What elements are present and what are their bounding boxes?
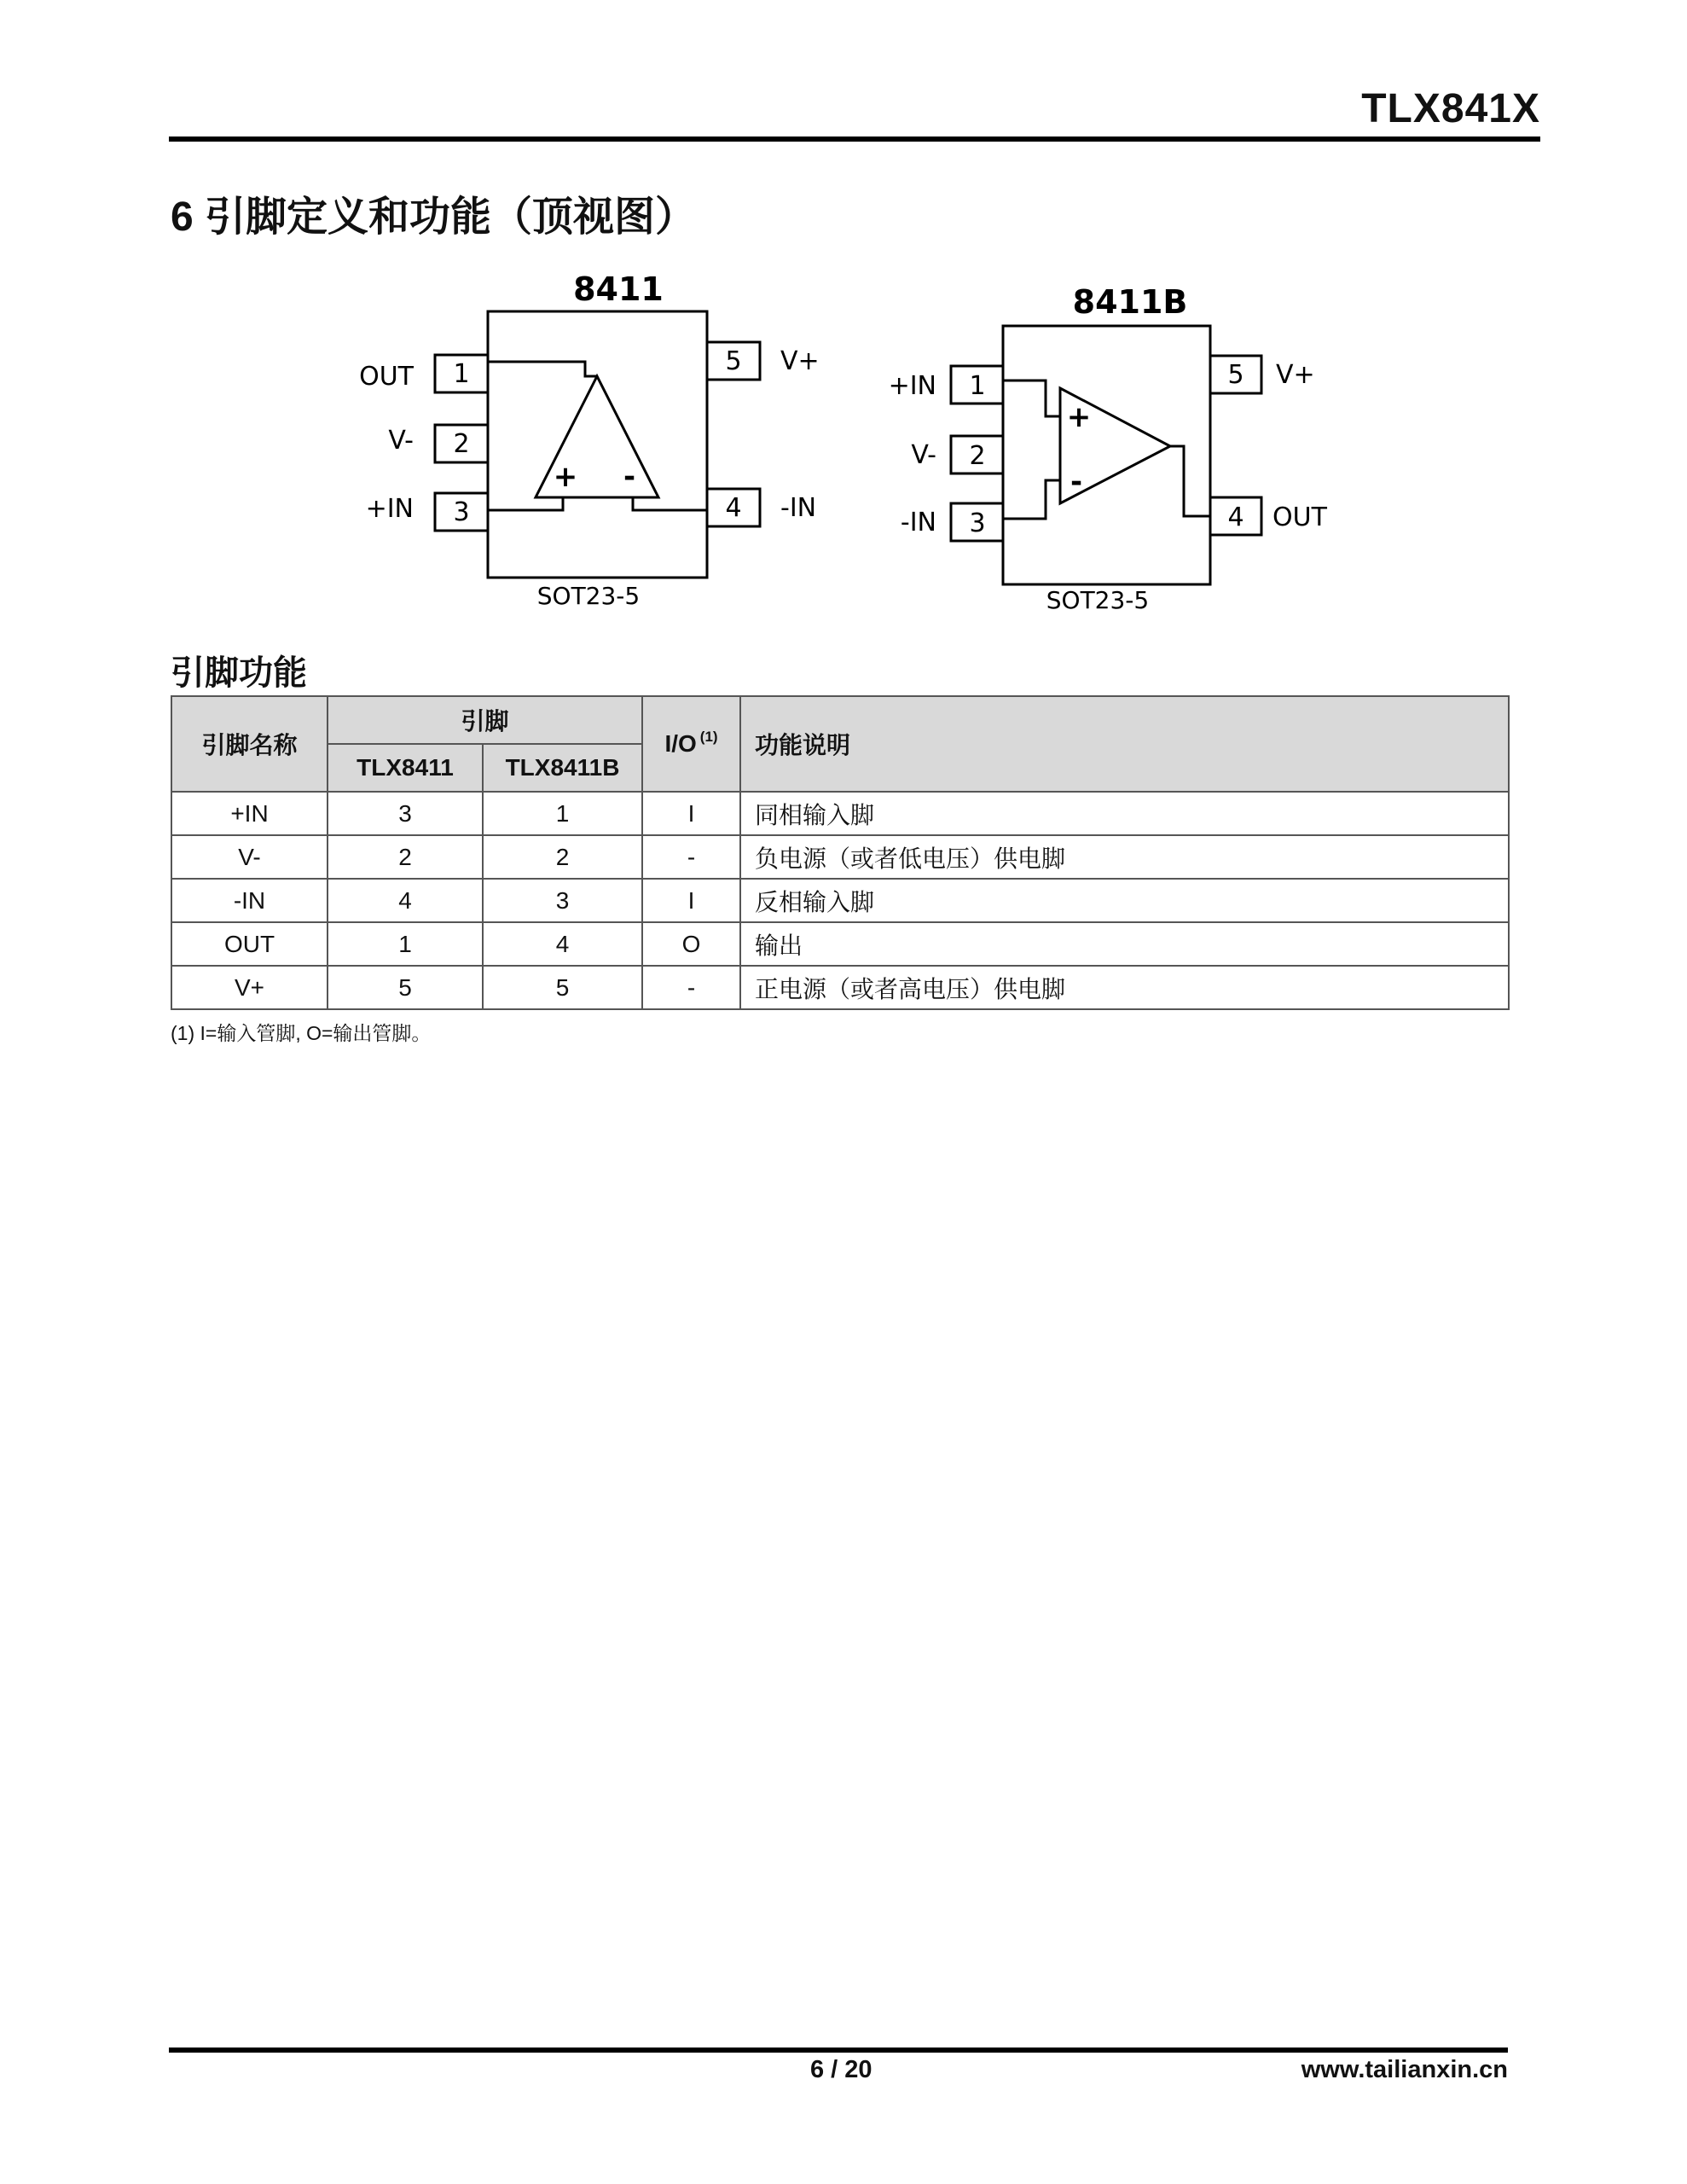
- table-row: [171, 835, 1509, 879]
- cell-tlx8411b: 2: [483, 835, 642, 879]
- header-io: I/O $^{(1)}$: [642, 696, 740, 792]
- plus-input-sign: +: [553, 460, 578, 494]
- ic-body-8411b: [1003, 326, 1210, 584]
- cell-pin-name: V+: [171, 966, 328, 1009]
- header-tlx8411b: TLX8411B: [483, 744, 642, 792]
- table-row: [171, 922, 1509, 966]
- package-label-8411: SOT23-5: [536, 582, 641, 610]
- pin-label: V-: [911, 440, 936, 470]
- pin-label: V+: [1276, 360, 1315, 390]
- cell-pin-name: -IN: [171, 879, 328, 922]
- cell-tlx8411b: 4: [483, 922, 642, 966]
- pin-label: -IN: [900, 508, 936, 537]
- header-pin: 引脚: [328, 696, 642, 744]
- pin-number: 5: [725, 346, 742, 376]
- wire-minus-in: [1003, 480, 1060, 519]
- header-rule: [169, 136, 1540, 142]
- table-footnote: (1) I=输入管脚, O=输出管脚。: [171, 1022, 432, 1044]
- cell-io: -: [642, 835, 740, 879]
- wire-plus-in: [488, 497, 563, 510]
- diagram-title-8411: 8411: [573, 270, 664, 308]
- io-footnote-ref: (1): [699, 729, 718, 745]
- header-tlx8411: TLX8411: [328, 744, 483, 792]
- wire-out: [1170, 446, 1210, 516]
- pin-function-heading: 引脚功能: [171, 654, 307, 692]
- cell-description: 负电源（或者低电压）供电脚: [740, 835, 1509, 879]
- pin-label: +IN: [365, 494, 414, 524]
- pinout-diagram-8411b: [951, 326, 1261, 584]
- pin-label: -IN: [780, 493, 817, 523]
- pin-label: +IN: [888, 371, 936, 401]
- pin-number: 3: [969, 508, 986, 538]
- cell-pin-name: +IN: [171, 792, 328, 835]
- cell-description: 正电源（或者高电压）供电脚: [740, 966, 1509, 1009]
- document-title: TLX841X: [1361, 86, 1540, 131]
- cell-io: -: [642, 966, 740, 1009]
- cell-tlx8411b: 5: [483, 966, 642, 1009]
- pin-number: 4: [725, 493, 742, 523]
- pinout-diagrams: [341, 260, 1365, 627]
- cell-tlx8411: 3: [328, 792, 483, 835]
- pin-number: 1: [969, 371, 986, 401]
- website-link[interactable]: www.tailianxin.cn: [1301, 2056, 1508, 2083]
- cell-pin-name: V-: [171, 835, 328, 879]
- diagram-title-8411b: 8411B: [1072, 283, 1188, 321]
- cell-io: O: [642, 922, 740, 966]
- pin-number: 5: [1227, 360, 1244, 390]
- cell-pin-name: OUT: [171, 922, 328, 966]
- header-description: 功能说明: [740, 696, 1509, 792]
- cell-io: I: [642, 879, 740, 922]
- plus-input-sign: +: [1066, 400, 1092, 434]
- cell-tlx8411: 5: [328, 966, 483, 1009]
- pin-label: V+: [780, 346, 820, 376]
- cell-tlx8411b: 3: [483, 879, 642, 922]
- cell-description: 同相输入脚: [740, 792, 1509, 835]
- pin-number: 1: [453, 359, 470, 389]
- pin-number: 2: [969, 441, 986, 471]
- cell-tlx8411: 2: [328, 835, 483, 879]
- cell-tlx8411: 4: [328, 879, 483, 922]
- wire-plus-in: [1003, 380, 1060, 416]
- section-heading: 6 引脚定义和功能（顶视图）: [171, 195, 697, 240]
- table-row: [171, 792, 1509, 835]
- cell-io: I: [642, 792, 740, 835]
- cell-description: 反相输入脚: [740, 879, 1509, 922]
- pin-function-table: [171, 695, 1510, 1010]
- pin-label: OUT: [1272, 502, 1327, 532]
- cell-tlx8411b: 1: [483, 792, 642, 835]
- minus-input-sign: -: [1070, 465, 1083, 499]
- footer-rule: [169, 2048, 1508, 2053]
- ic-body-8411: [488, 311, 707, 578]
- cell-tlx8411: 1: [328, 922, 483, 966]
- table-row: [171, 879, 1509, 922]
- wire-minus-in: [633, 497, 707, 510]
- cell-description: 输出: [740, 922, 1509, 966]
- wire-out: [488, 362, 597, 376]
- pinout-diagram-8411: [435, 311, 760, 578]
- pin-number: 2: [453, 429, 470, 459]
- table-header-row: [171, 696, 1509, 744]
- table-row: [171, 966, 1509, 1009]
- header-pin-name: 引脚名称: [171, 696, 328, 792]
- minus-input-sign: -: [623, 460, 636, 494]
- pin-number: 4: [1227, 502, 1244, 532]
- page-number: 6 / 20: [810, 2056, 872, 2083]
- package-label-8411b: SOT23-5: [1046, 586, 1150, 614]
- pin-label: OUT: [359, 362, 414, 392]
- pin-label: V-: [388, 426, 414, 456]
- pin-number: 3: [453, 497, 470, 527]
